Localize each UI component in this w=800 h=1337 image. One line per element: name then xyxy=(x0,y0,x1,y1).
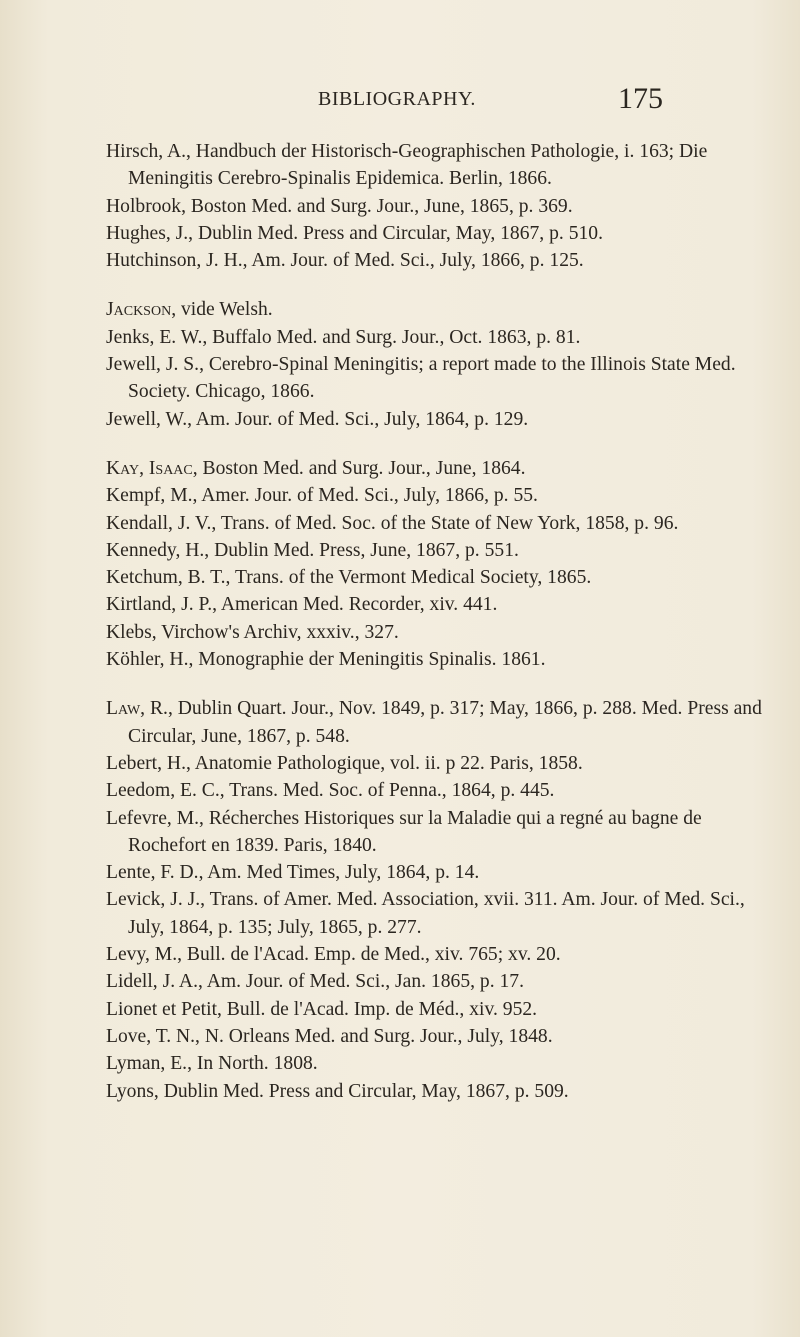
entry-group xyxy=(106,455,778,673)
bibliography-entry xyxy=(106,646,778,673)
bibliography-entry xyxy=(106,996,778,1023)
bibliography-entry xyxy=(106,351,778,406)
bibliography-entry xyxy=(106,193,778,220)
entry-text: Lente, F. D., Am. Med Times, July, 1864, p. 14. xyxy=(106,862,480,884)
bibliography-entry xyxy=(106,941,778,968)
entry-text: Leedom, E. C., Trans. Med. Soc. of Penna., 1864, p. 445. xyxy=(106,780,555,802)
bibliography-entry xyxy=(106,1078,778,1105)
bibliography-entry xyxy=(106,750,778,777)
bibliography-entry xyxy=(106,296,778,323)
entry-text: Kennedy, H., Dublin Med. Press, June, 1867, p. 551. xyxy=(106,539,519,561)
entry-lead-name: Law, xyxy=(106,698,146,720)
page-header xyxy=(0,82,800,124)
entry-text: Lebert, H., Anatomie Pathologique, vol. ii. p 22. Paris, 1858. xyxy=(106,752,583,774)
entry-text: Lionet et Petit, Bull. de l'Acad. Imp. de Méd., xiv. 952. xyxy=(106,998,538,1020)
bibliography-entry xyxy=(106,247,778,274)
entry-text: Jenks, E. W., Buffalo Med. and Surg. Jour., Oct. 1863, p. 81. xyxy=(106,326,581,348)
entry-text: Köhler, H., Monographie der Meningitis Spinalis. 1861. xyxy=(106,649,546,671)
entry-text: Boston Med. and Surg. Jour., June, 1864. xyxy=(197,457,526,479)
bibliography-entry xyxy=(106,455,778,482)
bibliography-entry xyxy=(106,859,778,886)
entry-text: Kempf, M., Amer. Jour. of Med. Sci., July, 1866, p. 55. xyxy=(106,485,538,507)
entry-lead-name: Kay, Isaac, xyxy=(106,457,198,479)
entry-group xyxy=(106,695,778,1104)
entry-text: Hutchinson, J. H., Am. Jour. of Med. Sci., July, 1866, p. 125. xyxy=(106,250,584,272)
entry-text: vide Welsh. xyxy=(176,299,273,321)
entry-group xyxy=(106,138,778,274)
bibliography-entry xyxy=(106,695,778,750)
bibliography-entry xyxy=(106,591,778,618)
entry-text: Jewell, W., Am. Jour. of Med. Sci., July, 1864, p. 129. xyxy=(106,408,529,430)
entry-text: Lefevre, M., Récherches Historiques sur la Maladie qui a regné au bagne de Rochefort en 1839. Paris, 1840. xyxy=(106,807,702,856)
bibliography-entry xyxy=(106,482,778,509)
bibliography-entry xyxy=(106,537,778,564)
entry-text: Lidell, J. A., Am. Jour. of Med. Sci., Jan. 1865, p. 17. xyxy=(106,971,524,993)
bibliography-entry xyxy=(106,510,778,537)
entry-group xyxy=(106,296,778,432)
entry-text: Jewell, J. S., Cerebro-Spinal Meningitis; a report made to the Illinois State Med. Society. Chicago, 1866. xyxy=(106,354,736,403)
page-number: 175 xyxy=(618,82,663,115)
bibliography-entry xyxy=(106,886,778,941)
entry-text: Love, T. N., N. Orleans Med. and Surg. Jour., July, 1848. xyxy=(106,1025,553,1047)
bibliography-entry xyxy=(106,324,778,351)
bibliography-entry xyxy=(106,619,778,646)
entry-text: Holbrook, Boston Med. and Surg. Jour., June, 1865, p. 369. xyxy=(106,195,573,217)
entry-text: Kirtland, J. P., American Med. Recorder, xiv. 441. xyxy=(106,594,498,616)
entry-text: Lyman, E., In North. 1808. xyxy=(106,1053,318,1075)
entry-text: Lyons, Dublin Med. Press and Circular, May, 1867, p. 509. xyxy=(106,1080,569,1102)
entry-text: Ketchum, B. T., Trans. of the Vermont Medical Society, 1865. xyxy=(106,567,592,589)
entry-text: Hirsch, A., Handbuch der Historisch-Geographischen Pathologie, i. 163; Die Meningitis Cerebro-Spinalis Epidemica. Berlin, 1866. xyxy=(106,141,708,190)
bibliography-entry xyxy=(106,220,778,247)
bibliography-entry xyxy=(106,406,778,433)
bibliography-entry xyxy=(106,968,778,995)
running-head: BIBLIOGRAPHY. xyxy=(318,88,476,110)
bibliography-entry xyxy=(106,1050,778,1077)
entry-text: Levick, J. J., Trans. of Amer. Med. Association, xvii. 311. Am. Jour. of Med. Sci., July, 1864, p. 135; July, 1865, p. 277. xyxy=(106,889,745,938)
bibliography-entry xyxy=(106,138,778,193)
bibliography-entry xyxy=(106,564,778,591)
entry-lead-name: Jackson, xyxy=(106,299,177,321)
entry-text: Klebs, Virchow's Archiv, xxxiv., 327. xyxy=(106,621,399,643)
entry-text: Hughes, J., Dublin Med. Press and Circular, May, 1867, p. 510. xyxy=(106,222,603,244)
entry-text: R., Dublin Quart. Jour., Nov. 1849, p. 317; May, 1866, p. 288. Med. Press and Circular, June, 1867, p. 548. xyxy=(128,698,762,747)
bibliography-entry xyxy=(106,805,778,860)
bibliography-entry xyxy=(106,777,778,804)
entry-text: Levy, M., Bull. de l'Acad. Emp. de Med., xiv. 765; xv. 20. xyxy=(106,944,561,966)
entry-text: Kendall, J. V., Trans. of Med. Soc. of the State of New York, 1858, p. 96. xyxy=(106,512,679,534)
bibliography-list xyxy=(106,138,778,1127)
bibliography-entry xyxy=(106,1023,778,1050)
